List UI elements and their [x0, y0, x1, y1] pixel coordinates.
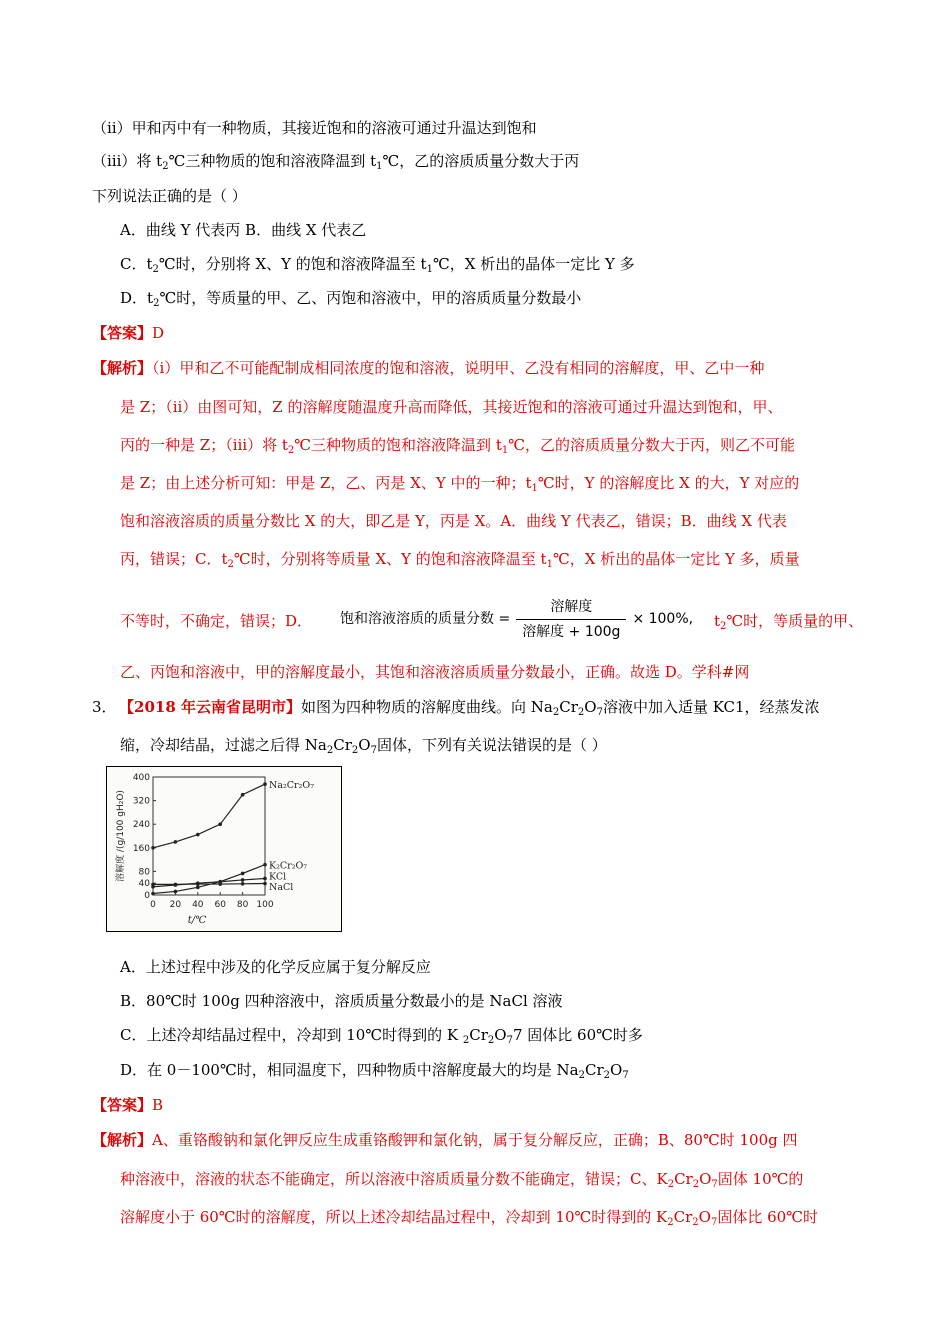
q3-option-c: C．上述冷却结晶过程中，冷却到 10℃时得到的 K $_2Cr_2O_77$ 固体比 60℃时多	[120, 1026, 643, 1046]
series-line-3	[153, 878, 265, 886]
data-point	[263, 877, 267, 881]
analysis-q2-line-7b: $t_2℃$时，等质量的甲、	[714, 612, 864, 632]
x-tick-label: 20	[169, 900, 182, 910]
data-point	[151, 883, 155, 887]
data-point	[218, 882, 222, 886]
data-point	[196, 886, 200, 890]
data-point	[263, 882, 267, 886]
plot-frame	[153, 777, 265, 895]
data-point	[174, 883, 178, 887]
series-label: NaCl	[269, 882, 294, 894]
analysis-q2-line-1: 【解析】（ⅰ）甲和乙不可能配制成相同浓度的饱和溶液，说明甲、乙没有相同的溶解度，甲、乙中一种	[92, 359, 765, 377]
question-prompt: 下列说法正确的是（ ）	[92, 187, 247, 205]
data-point	[241, 882, 245, 886]
y-axis-label: 溶解度 /(g/100 gH₂O)	[116, 790, 126, 882]
question-3-line-2: 缩，冷却结晶，过滤之后得 $Na_2Cr_2O_7$固体，下列有关说法错误的是（ ）	[120, 736, 607, 756]
formula-numerator: 溶解度	[516, 597, 626, 620]
condition-iii: （ⅲ）将 $t_2℃$三种物质的饱和溶液降温到 $t_1℃$，乙的溶质质量分数大于丙	[92, 152, 580, 172]
condition-ii: （ⅱ）甲和丙中有一种物质，其接近饱和的溶液可通过升温达到饱和	[92, 119, 537, 137]
data-point	[151, 846, 155, 850]
series-line-4	[153, 883, 265, 884]
data-point	[241, 878, 245, 882]
data-point	[263, 782, 267, 786]
data-point	[151, 892, 155, 896]
x-tick-label: 80	[236, 900, 249, 910]
option-c: C．$t_2℃$时，分别将 X、Y 的饱和溶液降温至 $t_1℃$，X 析出的晶体一定比 Y 多	[120, 255, 635, 275]
question-3-source: 【2018 年云南省昆明市】	[126, 698, 302, 716]
data-point	[174, 890, 178, 894]
formula-fraction	[516, 597, 626, 642]
formula-denominator: 溶解度 + 100g	[522, 623, 621, 640]
series-label: KCl	[269, 871, 287, 883]
x-tick-label: 100	[256, 900, 274, 910]
analysis-q2-line-6: 丙，错误；C．$t_2℃$时，分别将等质量 X、Y 的饱和溶液降温至 $t_1℃$，X 析出的晶体一定比 Y 多，质量	[120, 550, 800, 570]
analysis-q2-line-5: 饱和溶液溶质的质量分数比 X 的大，即乙是 Y，丙是 X。A．曲线 Y 代表乙，错误；B．曲线 X 代表	[120, 512, 787, 530]
data-point	[196, 882, 200, 886]
answer-q2: 【答案】D	[92, 324, 165, 342]
x-axis-label: t/℃	[187, 915, 207, 926]
analysis-q3-line-1: 【解析】A、重铬酸钠和氯化钾反应生成重铬酸钾和氯化钠，属于复分解反应，正确；B、80℃时 100g 四	[92, 1131, 798, 1149]
question-3-line-1: 3． 【2018 年云南省昆明市】如图为四种物质的溶解度曲线。向 $Na_2Cr_2O_7$溶液中加入适量 KC1，经蒸发浓	[92, 698, 820, 718]
data-point	[263, 863, 267, 867]
analysis-q2-line-2: 是 Z；（ⅱ）由图可知，Z 的溶解度随温度升高而降低，其接近饱和的溶液可通过升温达到饱和，甲、	[120, 398, 783, 416]
formula-lhs: 饱和溶液溶质的质量分数 =	[340, 611, 511, 627]
analysis-q2-line-3: 丙的一种是 Z；（ⅲ）将 $t_2℃$三种物质的饱和溶液降温到 $t_1℃$，乙的溶质质量分数大于丙，则乙不可能	[120, 436, 796, 456]
data-point	[196, 833, 200, 837]
y-tick-label: 400	[132, 773, 150, 783]
q3-option-b: B．80℃时 100g 四种溶液中，溶质质量分数最小的是 NaCl 溶液	[120, 992, 563, 1010]
y-tick-label: 160	[132, 843, 150, 854]
analysis-q3-line-2: 种溶液中，溶液的状态不能确定，所以溶液中溶质质量分数不能确定，错误；C、$K_2Cr_2O_7$固体 10℃的	[120, 1170, 804, 1190]
analysis-q3-line-3: 溶解度小于 60℃时的溶解度，所以上述冷却结晶过程中，冷却到 10℃时得到的 $K_2Cr_2O_7$固体比 60℃时	[120, 1208, 818, 1228]
option-d: D．$t_2℃$时，等质量的甲、乙、丙饱和溶液中，甲的溶质质量分数最小	[120, 289, 582, 309]
y-tick-label: 320	[132, 796, 150, 807]
mass-fraction-formula	[340, 594, 693, 644]
analysis-q2-line-8: 乙、丙饱和溶液中，甲的溶解度最小，其饱和溶液溶质质量分数最小，正确。故选 D。学科#网	[120, 663, 750, 681]
formula-rhs: × 100%,	[632, 611, 694, 627]
y-tick-label: 0	[144, 891, 150, 901]
q3-option-d: D．在 0－100℃时，相同温度下，四种物质中溶解度最大的均是 $Na_2Cr_2O_7$	[120, 1061, 629, 1081]
x-tick-label: 0	[150, 900, 156, 910]
y-tick-label: 240	[132, 820, 150, 831]
solubility-chart	[106, 766, 342, 932]
analysis-q2-line-7a: 不等时，不确定，错误；D．	[120, 612, 313, 630]
series-line-1	[153, 784, 265, 848]
y-tick-label: 40	[138, 879, 150, 890]
series-label: K₂Cr₂O₇	[269, 860, 308, 872]
option-a-b: A．曲线 Y 代表丙 B．曲线 X 代表乙	[120, 221, 367, 239]
series-label: Na₂Cr₂O₇	[269, 780, 314, 792]
data-point	[241, 872, 245, 876]
y-tick-label: 80	[138, 867, 150, 878]
data-point	[218, 822, 222, 826]
x-tick-label: 60	[214, 900, 226, 910]
solubility-chart-svg	[107, 767, 341, 931]
answer-q3: 【答案】B	[92, 1096, 164, 1114]
q3-option-a: A．上述过程中涉及的化学反应属于复分解反应	[120, 958, 431, 976]
x-tick-label: 40	[192, 900, 204, 910]
analysis-q2-line-4: 是 Z；由上述分析可知：甲是 Z，乙、丙是 X、Y 中的一种；$t_1℃$时，Y 的溶解度比 X 的大，Y 对应的	[120, 474, 800, 494]
data-point	[174, 840, 178, 844]
data-point	[241, 793, 245, 797]
